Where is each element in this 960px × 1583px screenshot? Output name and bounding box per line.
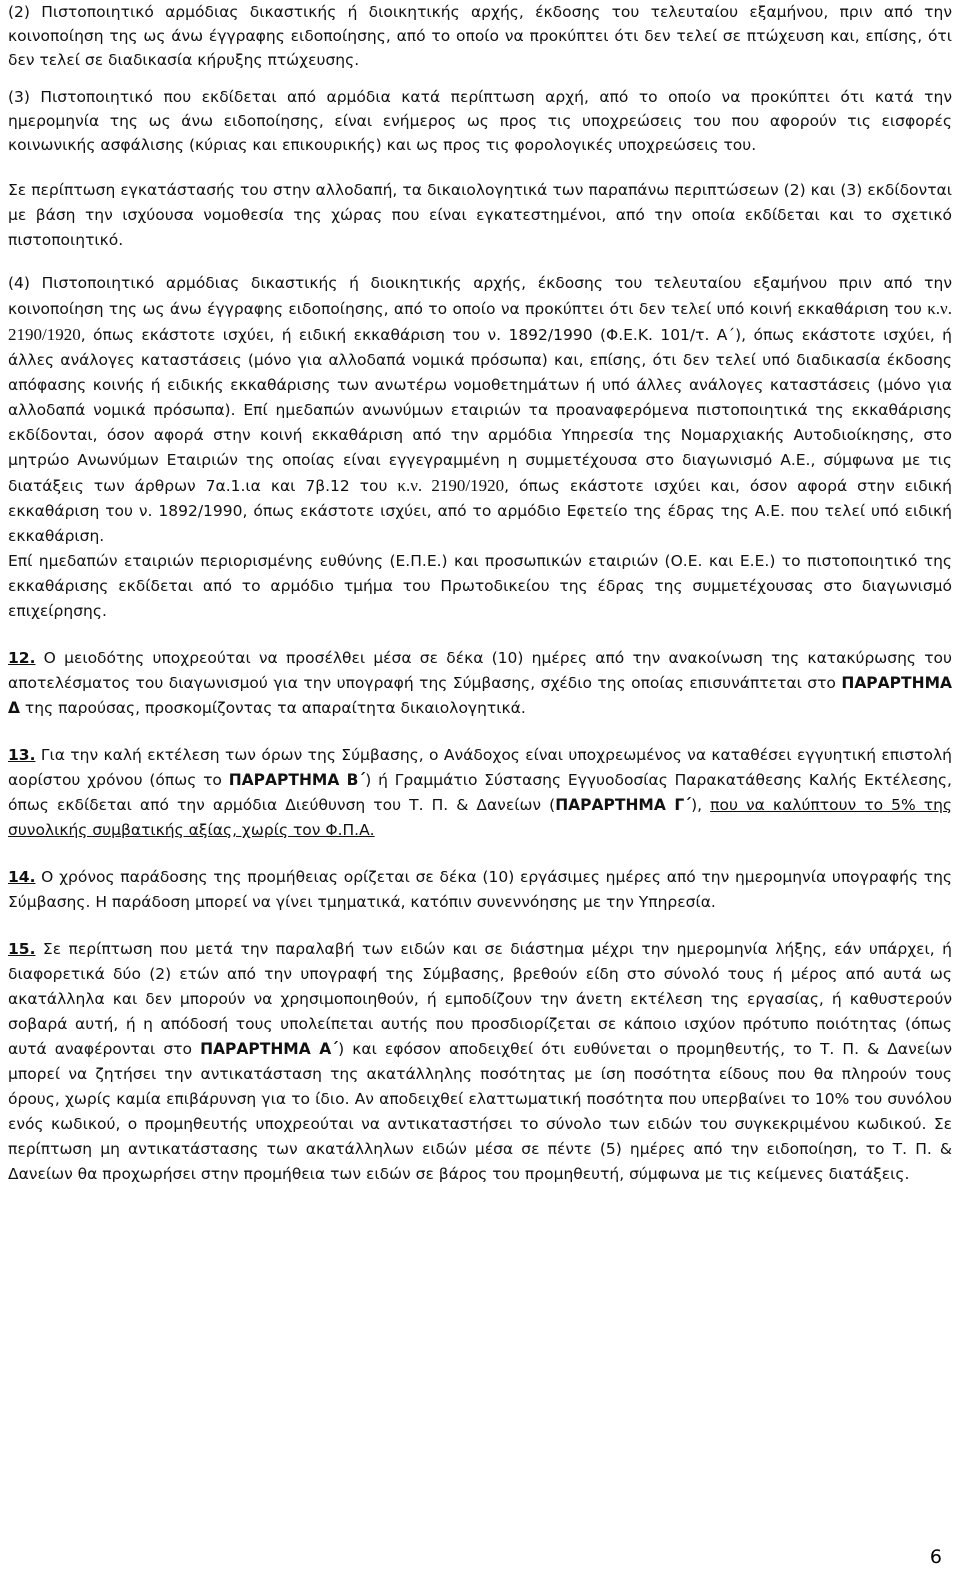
item-13-annex-b: ΠΑΡΑΡΤΗΜΑ Β΄ xyxy=(228,771,366,789)
item-12-text-1: Ο μειοδότης υποχρεούται να προσέλθει μέσα σε δέκα (10) ημέρες από την ανακοίνωση της κατακύρωσης του αποτελέσματος του διαγωνισμού για την υπογραφή της Σύμβασης, σχέδιο της οποίας επισυνάπτεται στο xyxy=(8,649,952,692)
item-15-text-1: Σε περίπτωση που μετά την παραλαβή των ειδών και σε διάστημα μέχρι την ημερομηνία λήξης, εάν υπάρχει, ή διαφορετικά δύο (2) ετών από την υπογραφή της Σύμβασης, βρεθούν είδη στο σύνολό τους ή μέρος από αυτά ως ακατάλληλα και δεν μπορούν να χρησιμοποιηθούν, ή εμποδίζουν την άνετη εκτέλεση της εργασίας, ή καθυστερούν σοβαρά αυτή, ή η απόδοσή τους υπολείπεται αυτής που προσδιορίζεται σε κάποιο ισχύον πρότυπο ποιότητας (όπως αυτά αναφέρονται στο xyxy=(8,940,952,1058)
item-13-text-3: ), xyxy=(691,796,711,814)
item-13-number: 13. xyxy=(8,746,36,764)
item-12-annex: ΠΑΡΑΡΤΗΜΑ Δ xyxy=(8,674,952,717)
item-14-number: 14. xyxy=(8,868,36,886)
paragraph-abroad: Σε περίπτωση εγκατάστασής του στην αλλοδαπή, τα δικαιολογητικά των παραπάνω περιπτώσεων (2) και (3) εκδίδονται με βάση την ισχύουσα νομοθεσία της χώρας που είναι εγκατεστημένοι, από την οποία εκδίδεται και το σχετικό πιστοποιητικό. xyxy=(8,181,952,249)
page-number: 6 xyxy=(929,1546,942,1568)
item-12-text-2: της παρούσας, προσκομίζοντας τα απαραίτητα δικαιολογητικά. xyxy=(20,699,526,717)
item-12 xyxy=(8,646,952,721)
item-14 xyxy=(8,865,952,915)
item-15-number: 15. xyxy=(8,940,36,958)
item-13-text-2: ) ή Γραμμάτιο Σύστασης Εγγυοδοσίας Παρακατάθεσης Καλής Εκτέλεσης, όπως εκδίδεται από την αρμόδια Διεύθυνση του Τ. Π. & Δανείων ( xyxy=(8,771,952,814)
item-13-annex-g: ΠΑΡΑΡΤΗΜΑ Γ΄ xyxy=(555,796,692,814)
paragraph-2-bankruptcy: (2) Πιστοποιητικό αρμόδιας δικαστικής ή διοικητικής αρχής, έκδοσης του τελευταίου εξαμήνου, πριν από την κοινοποίηση της ως άνω έγγραφης ειδοποίησης, από το οποίο να προκύπτει ότι δεν τελεί σε πτώχευση και, επίσης, ότι δεν τελεί σε διαδικασία κήρυξης πτώχευσης. xyxy=(8,3,952,69)
paragraph-4-text-2: , όπως εκάστοτε ισχύει, ή ειδική εκκαθάριση του ν. 1892/1990 (Φ.Ε.Κ. 101/τ. Α΄), όπως εκάστοτε ισχύει, ή άλλες ανάλογες καταστάσεις (μόνο για αλλοδαπά νομικά πρόσωπα) και, επίσης, ότι δεν τελεί υπό διαδικασία έκδοσης απόφασης κοινής ή ειδικής εκκαθάρισης των ανωτέρω νομοθετημάτων ή υπό άλλες ανάλογες καταστάσεις (μόνο για αλλοδαπά νομικά πρόσωπα). Επί ημεδαπών ανωνύμων εταιριών τα προαναφερόμενα πιστοποιητικά της εκκαθάρισης εκδίδονται, όσον αφορά στην κοινή εκκαθάριση από την αρμόδια Υπηρεσία της Νομαρχιακής Αυτοδιοίκησης, στο μητρώο Ανωνύμων Εταιριών της οποίας είναι εγγεγραμμένη η συμμετέχουσα στο διαγωνισμό Α.Ε., σύμφωνα με τις διατάξεις των άρθρων 7α.1.ια και 7β.12 του xyxy=(8,326,952,495)
item-13 xyxy=(8,743,952,843)
item-14-text: Ο χρόνος παράδοσης της προμήθειας ορίζεται σε δέκα (10) εργάσιμες ημέρες από την ημερομηνία υπογραφής της Σύμβασης. Η παράδοση μπορεί να γίνει τμηματικά, κατόπιν συνεννόησης με την Υπηρεσία. xyxy=(8,868,952,911)
paragraph-4-text-1: (4) Πιστοποιητικό αρμόδιας δικαστικής ή διοικητικής αρχής, έκδοσης του τελευταίου εξαμήνου πριν από την κοινοποίηση της ως άνω έγγραφης ειδοποίησης, από το οποίο να προκύπτει ότι δεν τελεί υπό κοινή εκκαθάριση του xyxy=(8,274,952,318)
item-13-guarantee-amount: που να καλύπτουν το 5% της συνολικής συμβατικής αξίας, χωρίς τον Φ.Π.Α. xyxy=(8,796,953,839)
item-12-number: 12. xyxy=(8,649,36,667)
item-15-text-2: ) και εφόσον αποδειχθεί ότι ευθύνεται ο προμηθευτής, το Τ. Π. & Δανείων μπορεί να ζητήσει την αντικατάσταση της ακατάλληλης ποσότητας με ίση ποσότητα είδους που θα πληρούν τους όρους, χωρίς καμία επιβάρυνση για το ίδιο. Αν αποδειχθεί ελαττωματική ποσότητα που υπερβαίνει το 10% του συνόλου ενός κωδικού, ο προμηθευτής υποχρεούται να αντικαταστήσει το σύνολο των ειδών του συγκεκριμένου κωδικού. Σε περίπτωση μη αντικατάστασης των ακατάλληλων ειδών μέσα σε πέντε (5) ημέρες από την ειδοποίηση, το Τ. Π. & Δανείων θα προχωρήσει στην προμήθεια των ειδών σε βάρος του προμηθευτή, σύμφωνα με τις κείμενες διατάξεις. xyxy=(8,1040,952,1183)
item-13-text-1: Για την καλή εκτέλεση των όρων της Σύμβασης, ο Ανάδοχος είναι υποχρεωμένος να καταθέσει εγγυητική επιστολή αορίστου χρόνου (όπως το xyxy=(8,746,952,789)
paragraph-4-text-3: , όπως εκάστοτε ισχύει και, όσον αφορά στην ειδική εκκαθάριση του ν. 1892/1990, όπως εκάστοτε ισχύει, από το αρμόδιο Εφετείο της έδρας της Α.Ε. που τελεί υπό ειδική εκκαθάριση. xyxy=(8,477,952,545)
paragraph-4-law-2: κ.ν. 2190/1920 xyxy=(397,476,505,495)
paragraph-4-liquidation xyxy=(8,271,952,624)
item-15 xyxy=(8,937,952,1187)
paragraph-3-insurance: (3) Πιστοποιητικό που εκδίδεται από αρμόδια κατά περίπτωση αρχή, από το οποίο να προκύπτει ότι κατά την ημερομηνία της ως άνω ειδοποίησης, είναι ενήμερος ως προς τις υποχρεώσεις του που αφορούν τις εισφορές κοινωνικής ασφάλισης (κύριας και επικουρικής) και ως προς τις φορολογικές υποχρεώσεις του. xyxy=(8,88,952,154)
paragraph-4-law-1: κ.ν. 2190/1920 xyxy=(8,299,952,344)
item-15-annex: ΠΑΡΑΡΤΗΜΑ Α΄ xyxy=(200,1040,339,1058)
paragraph-4-text-4: Επί ημεδαπών εταιριών περιορισμένης ευθύνης (Ε.Π.Ε.) και προσωπικών εταιριών (Ο.Ε. και Ε.Ε.) το πιστοποιητικό της εκκαθάρισης εκδίδεται από το αρμόδιο τμήμα του Πρωτοδικείου της έδρας της συμμετέχουσας στο διαγωνισμό επιχείρησης. xyxy=(8,552,952,620)
